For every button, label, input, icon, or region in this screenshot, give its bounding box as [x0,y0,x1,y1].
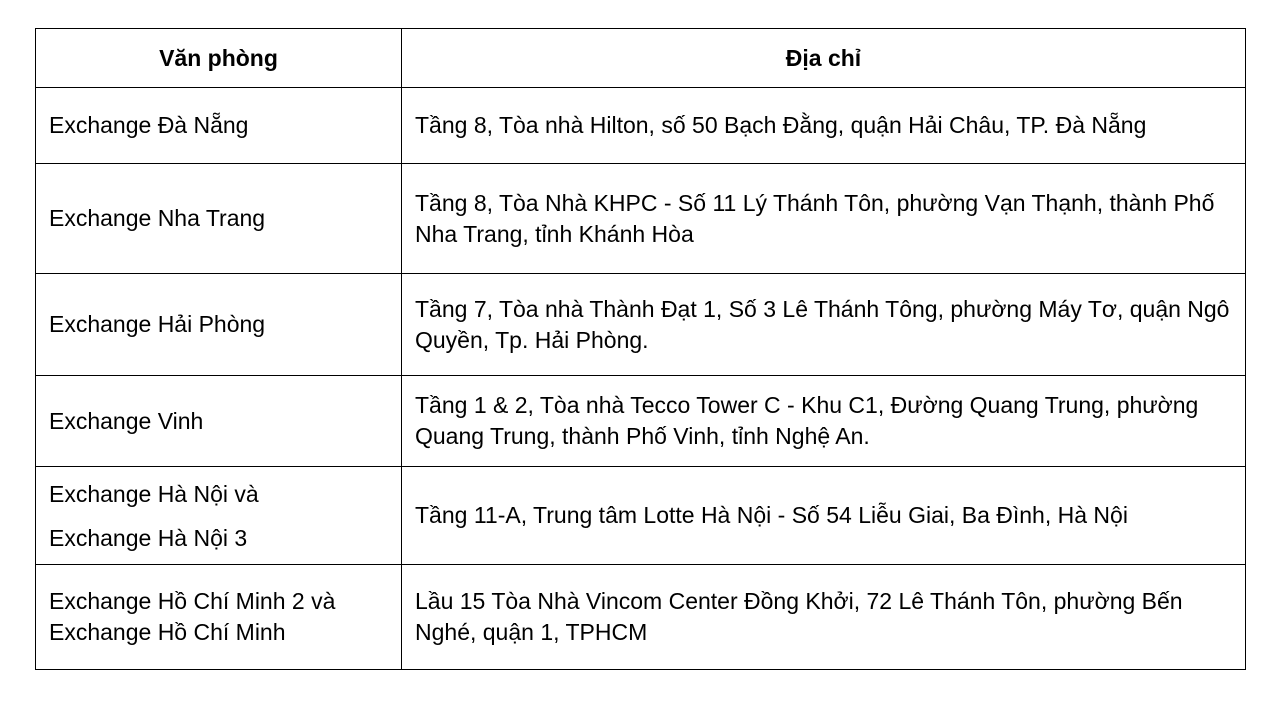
office-cell [36,88,402,164]
office-name: Exchange Hà Nội 3 [49,524,248,551]
office-address-table [35,28,1246,670]
address-cell: Tầng 7, Tòa nhà Thành Đạt 1, Số 3 Lê Thánh Tông, phường Máy Tơ, quận Ngô Quyền, Tp. Hải Phòng. [402,274,1246,376]
table-header-row [36,29,1246,88]
table-row [36,467,1246,565]
office-name: Exchange Đà Nẵng [49,112,249,138]
table-row [36,164,1246,274]
office-cell [36,274,402,376]
office-name: Exchange Hồ Chí Minh 2 và [49,588,336,614]
address-cell: Tầng 8, Tòa Nhà KHPC - Số 11 Lý Thánh Tôn, phường Vạn Thạnh, thành Phố Nha Trang, tỉnh Khánh Hòa [402,164,1246,274]
office-name: Exchange Hồ Chí Minh [49,619,286,645]
address-cell: Tầng 1 & 2, Tòa nhà Tecco Tower C - Khu C1, Đường Quang Trung, phường Quang Trung, thành Phố Vinh, tỉnh Nghệ An. [402,376,1246,467]
office-cell [36,565,402,670]
office-cell [36,376,402,467]
office-name: Exchange Vinh [49,407,204,434]
office-name: Exchange Nha Trang [49,205,266,231]
table-row [36,565,1246,670]
table-row [36,88,1246,164]
table-row [36,376,1246,467]
address-cell: Tầng 8, Tòa nhà Hilton, số 50 Bạch Đằng, quận Hải Châu, TP. Đà Nẵng [402,88,1246,164]
header-address: Địa chỉ [402,29,1246,88]
office-name: Exchange Hà Nội và [49,480,259,507]
office-cell [36,467,402,565]
office-cell [36,164,402,274]
office-name: Exchange Hải Phòng [49,311,266,337]
header-office: Văn phòng [36,29,402,88]
address-cell: Lầu 15 Tòa Nhà Vincom Center Đồng Khởi, 72 Lê Thánh Tôn, phường Bến Nghé, quận 1, TPHCM [402,565,1246,670]
address-cell: Tầng 11-A, Trung tâm Lotte Hà Nội - Số 54 Liễu Giai, Ba Đình, Hà Nội [402,467,1246,565]
table-row [36,274,1246,376]
